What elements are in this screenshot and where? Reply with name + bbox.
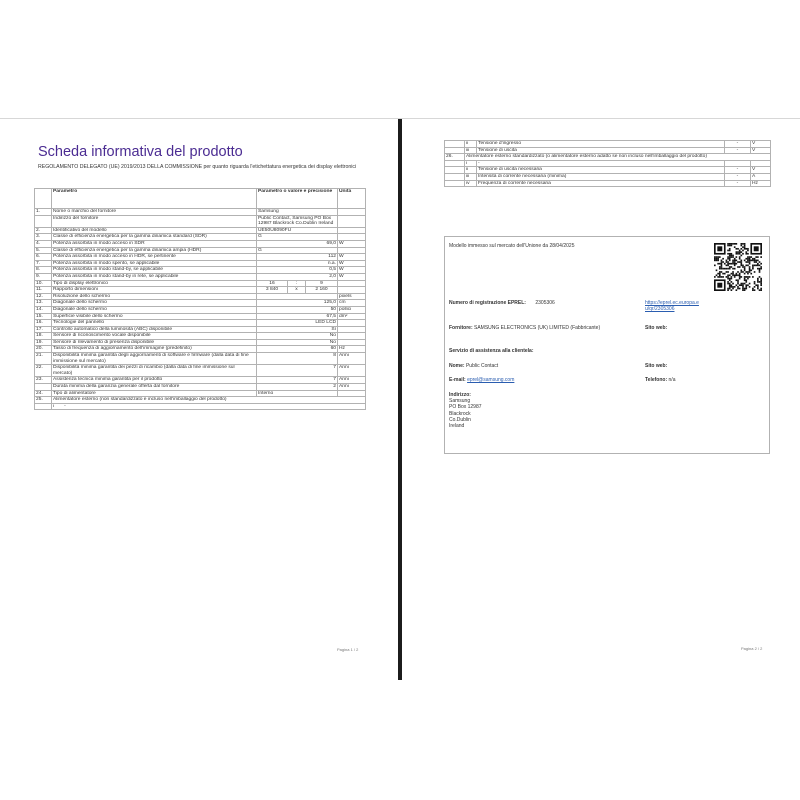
row-unit: V bbox=[751, 141, 771, 148]
row-unit bbox=[338, 333, 366, 340]
row-value: 50 bbox=[257, 306, 338, 313]
row-parameter: Sensore di riconoscimento vocale disponibile bbox=[52, 333, 257, 340]
subitem-value: - bbox=[64, 403, 66, 409]
row-value: Public Contact, Samsung PO Box 12987 Blackrock Co.Dublin Ireland bbox=[257, 215, 338, 227]
row-parameter: Classe di efficienza energetica per la gamma dinamica standard (SDR) bbox=[52, 234, 257, 241]
aspect-a: 16 bbox=[257, 280, 288, 287]
row-subindex: i bbox=[465, 160, 477, 167]
row-number: 9. bbox=[35, 273, 52, 280]
row-value: n.a. bbox=[257, 260, 338, 267]
address-line: Co.Dublin bbox=[449, 417, 471, 423]
table-row bbox=[35, 234, 366, 241]
row-number: 7. bbox=[35, 260, 52, 267]
row-unit bbox=[338, 390, 366, 397]
row-unit: W bbox=[338, 254, 366, 261]
row-unit bbox=[338, 209, 366, 216]
row-number: 12. bbox=[35, 293, 52, 300]
row-value: 7 bbox=[257, 377, 338, 384]
row-unit bbox=[338, 326, 366, 333]
row-value: LED LCD bbox=[257, 320, 338, 327]
table-row bbox=[35, 293, 366, 300]
row-number: 10. bbox=[35, 280, 52, 287]
row-value: 125,0 bbox=[257, 300, 338, 307]
page-number: Pagina 1 / 2 bbox=[337, 647, 359, 652]
aspect-sep: : bbox=[288, 280, 306, 287]
table-row bbox=[35, 273, 366, 280]
row-unit bbox=[338, 339, 366, 346]
row-unit: V bbox=[751, 147, 771, 154]
row-parameter: Indirizzo del fornitore bbox=[52, 215, 257, 227]
row-subitem bbox=[52, 403, 366, 410]
aspect-b: 9 bbox=[306, 280, 338, 287]
row-unit: cm bbox=[338, 300, 366, 307]
address-title: Indirizzo: bbox=[449, 392, 471, 398]
row-subindex: ii bbox=[465, 141, 477, 148]
row-number: 5. bbox=[35, 247, 52, 254]
row-parameter: Frequenza di corrente necessaria bbox=[477, 180, 725, 187]
row-number bbox=[445, 180, 465, 187]
header-num-cell bbox=[35, 189, 52, 209]
table-row bbox=[35, 306, 366, 313]
row-number bbox=[445, 167, 465, 174]
row-parameter: Tasso di frequenza di aggiornamento dell'immagine (predefinito) bbox=[52, 346, 257, 353]
row-parameter: Disponibilità minima garantita dei pezzi di ricambio (dalla data di fine immissione sul mercato) bbox=[52, 365, 257, 377]
row-parameter: Superficie visibile dello schermo bbox=[52, 313, 257, 320]
row-value: 67,5 bbox=[257, 313, 338, 320]
row-number: 25. bbox=[35, 397, 52, 404]
reg-value: 2305306 bbox=[535, 300, 555, 306]
address-line: PO Box 12987 bbox=[449, 404, 482, 410]
table-row bbox=[35, 403, 366, 410]
row-unit bbox=[338, 280, 366, 287]
name-value: Public Contact bbox=[465, 363, 499, 369]
row-number: 6. bbox=[35, 254, 52, 261]
table-row bbox=[445, 173, 771, 180]
header-param-cell: Parametro bbox=[52, 189, 257, 209]
row-parameter: Alimentatore esterno standardizzato (o alimentatore esterno adatto se non incluso nell'imballaggio del prodotto) bbox=[465, 154, 771, 161]
row-unit: Anni bbox=[338, 353, 366, 365]
email-link[interactable]: eprel@samsung.com bbox=[467, 377, 515, 383]
row-number: 4. bbox=[35, 240, 52, 247]
row-parameter: Sensore di rilevamento di presenza disponibile bbox=[52, 339, 257, 346]
site-web-label: Sito web: bbox=[645, 325, 668, 331]
row-parameter: Tensione di uscita necessaria bbox=[477, 167, 725, 174]
row-value: Interno bbox=[257, 390, 338, 397]
table-row bbox=[35, 346, 366, 353]
row-unit bbox=[338, 215, 366, 227]
site-web-2 bbox=[645, 363, 667, 369]
row-parameter: Controllo automatico della luminosità (ABC) disponibile bbox=[52, 326, 257, 333]
table-row bbox=[35, 390, 366, 397]
row-value: No bbox=[257, 333, 338, 340]
row-unit: dm² bbox=[338, 313, 366, 320]
table-row bbox=[35, 300, 366, 307]
row-parameter: Alimentatore esterno (non standardizzato e incluso nell'imballaggio del prodotto) bbox=[52, 397, 366, 404]
row-value: Samsung bbox=[257, 209, 338, 216]
row-number: 22. bbox=[35, 365, 52, 377]
row-unit bbox=[751, 160, 771, 167]
table-row bbox=[35, 254, 366, 261]
email-label: E-mail: bbox=[449, 377, 466, 383]
row-parameter: Potenza assorbita in modo spento, se applicabile bbox=[52, 260, 257, 267]
row-value: 8 bbox=[257, 353, 338, 365]
row-number: 13. bbox=[35, 300, 52, 307]
supplier-label: Fornitore: bbox=[449, 325, 473, 331]
row-unit bbox=[338, 320, 366, 327]
row-number: 23. bbox=[35, 377, 52, 384]
row-unit bbox=[338, 227, 366, 234]
row-number bbox=[445, 173, 465, 180]
table-row bbox=[35, 326, 366, 333]
row-number: 8. bbox=[35, 267, 52, 274]
row-unit: Anni bbox=[338, 365, 366, 377]
row-number: 2. bbox=[35, 227, 52, 234]
power-supply-table bbox=[444, 140, 771, 187]
table-row bbox=[35, 240, 366, 247]
table-row bbox=[35, 267, 366, 274]
phone-line bbox=[645, 377, 675, 383]
product-info-table bbox=[34, 188, 366, 410]
row-parameter: Assistenza tecnica minima garantita per il prodotto bbox=[52, 377, 257, 384]
name-line bbox=[449, 363, 498, 369]
table-row bbox=[35, 377, 366, 384]
row-number bbox=[35, 384, 52, 391]
row-value: - bbox=[725, 167, 751, 174]
email-line bbox=[449, 377, 514, 383]
row-unit: W bbox=[338, 273, 366, 280]
table-row bbox=[35, 280, 366, 287]
table-row bbox=[445, 147, 771, 154]
subitem-index: i bbox=[53, 403, 55, 409]
row-parameter: Nome o marchio del fornitore bbox=[52, 209, 257, 216]
row-parameter: Durata minima della garanzia generale offerta dal fornitore bbox=[52, 384, 257, 391]
table-row bbox=[35, 247, 366, 254]
row-parameter: Tipo di display elettronico bbox=[52, 280, 257, 287]
row-parameter: Rapporto dimensioni bbox=[52, 287, 257, 294]
table-row bbox=[35, 339, 366, 346]
row-value: - bbox=[725, 180, 751, 187]
table-row bbox=[35, 260, 366, 267]
row-value: 2,0 bbox=[257, 273, 338, 280]
row-parameter: Tecnologie del pannello bbox=[52, 320, 257, 327]
supplier-value: SAMSUNG ELECTRONICS (UK) LIMITED (Fabbricante) bbox=[474, 325, 601, 331]
row-number: 15. bbox=[35, 313, 52, 320]
page-1 bbox=[0, 119, 398, 680]
row-value: UE50U8090FU bbox=[257, 227, 338, 234]
eprel-info-box bbox=[444, 236, 770, 454]
eprel-link[interactable]: https://eprel.ec.europa.eu/qr/2305306 bbox=[645, 300, 699, 312]
row-value: 0,5 bbox=[257, 267, 338, 274]
row-parameter: Disponibilità minima garantita degli aggiornamenti di software e firmware (dalla data di fine immissione sul mercato) bbox=[52, 353, 257, 365]
site-web-2-label: Sito web: bbox=[645, 363, 668, 369]
qr-code bbox=[714, 243, 762, 291]
row-value: G bbox=[257, 247, 338, 254]
table-row bbox=[35, 320, 366, 327]
table-row bbox=[35, 353, 366, 365]
row-number: 17. bbox=[35, 326, 52, 333]
row-unit bbox=[338, 247, 366, 254]
table-row bbox=[35, 287, 366, 294]
reg-label: Numero di registrazione EPREL: bbox=[449, 300, 526, 306]
table-header-row bbox=[35, 189, 366, 209]
resolution-a: 3 840 bbox=[257, 287, 288, 294]
row-parameter: Intensità di corrente necessaria (minima) bbox=[477, 173, 725, 180]
row-subindex: ii bbox=[465, 167, 477, 174]
row-parameter: Potenza assorbita in modo stand-by in rete, se applicabile bbox=[52, 273, 257, 280]
row-parameter: Identificativo del modello bbox=[52, 227, 257, 234]
eprel-registration bbox=[449, 300, 555, 306]
table-row bbox=[35, 333, 366, 340]
row-unit: W bbox=[338, 260, 366, 267]
row-value: 2 bbox=[257, 384, 338, 391]
address-line: Samsung bbox=[449, 398, 471, 404]
row-value: - bbox=[725, 141, 751, 148]
table-row bbox=[445, 167, 771, 174]
row-parameter: Classe di efficienza energetica per la gamma dinamica ampia (HDR) bbox=[52, 247, 257, 254]
table-row bbox=[35, 215, 366, 227]
row-unit: Hz bbox=[751, 180, 771, 187]
row-value: 7 bbox=[257, 365, 338, 377]
supplier-line bbox=[449, 325, 600, 331]
name-label: Nome: bbox=[449, 363, 465, 369]
row-parameter: Tensione di uscita bbox=[477, 147, 725, 154]
row-number: 20. bbox=[35, 346, 52, 353]
phone-value: n/a bbox=[668, 377, 676, 383]
row-value: - bbox=[725, 173, 751, 180]
row-value: 60 bbox=[257, 346, 338, 353]
row-unit: W bbox=[338, 267, 366, 274]
address-line: Blackrock bbox=[449, 411, 471, 417]
row-unit bbox=[338, 287, 366, 294]
row-subindex: iii bbox=[465, 147, 477, 154]
row-unit: Hz bbox=[338, 346, 366, 353]
phone-label: Telefono: bbox=[645, 377, 668, 383]
row-number: 21. bbox=[35, 353, 52, 365]
row-number: 16. bbox=[35, 320, 52, 327]
row-number bbox=[445, 141, 465, 148]
row-number bbox=[35, 403, 55, 410]
row-number: 3. bbox=[35, 234, 52, 241]
row-subindex: iv bbox=[465, 180, 477, 187]
header-value-cell: Parametro o valore e precisione bbox=[257, 189, 338, 209]
row-number: 24. bbox=[35, 390, 52, 397]
table-row bbox=[35, 384, 366, 391]
row-unit: Anni bbox=[338, 384, 366, 391]
document-title: Scheda informativa del prodotto bbox=[38, 144, 243, 160]
row-unit: pixels bbox=[338, 293, 366, 300]
site-web-1 bbox=[645, 325, 667, 331]
placed-on-market: Modello immesso sul mercato dell'Unione da 28/04/2025 bbox=[449, 243, 575, 249]
address-line: Ireland bbox=[449, 423, 465, 429]
row-parameter: Diagonale dello schermo bbox=[52, 300, 257, 307]
row-parameter: - bbox=[477, 160, 725, 167]
row-value: G bbox=[257, 234, 338, 241]
row-value: - bbox=[725, 147, 751, 154]
table-row bbox=[445, 180, 771, 187]
service-label bbox=[449, 348, 533, 354]
page-number: Pagina 2 / 2 bbox=[741, 646, 763, 651]
table-row bbox=[445, 141, 771, 148]
table-row bbox=[35, 227, 366, 234]
row-value bbox=[725, 160, 751, 167]
resolution-b: 2 160 bbox=[306, 287, 338, 294]
row-unit: A bbox=[751, 173, 771, 180]
table-row bbox=[445, 154, 771, 161]
row-number: 26. bbox=[445, 154, 465, 161]
row-value: 112 bbox=[257, 254, 338, 261]
row-unit bbox=[338, 234, 366, 241]
resolution-sep: x bbox=[288, 287, 306, 294]
row-value: 69,0 bbox=[257, 240, 338, 247]
row-number: 18. bbox=[35, 333, 52, 340]
page-2 bbox=[402, 119, 800, 680]
row-number: 1. bbox=[35, 209, 52, 216]
table-row bbox=[35, 365, 366, 377]
row-unit: Anni bbox=[338, 377, 366, 384]
table-row bbox=[445, 160, 771, 167]
row-parameter: Risoluzione dello schermo bbox=[52, 293, 257, 300]
row-number: 14. bbox=[35, 306, 52, 313]
row-value: No bbox=[257, 339, 338, 346]
row-parameter: Potenza assorbita in modo stand-by, se applicabile bbox=[52, 267, 257, 274]
row-subindex: iii bbox=[465, 173, 477, 180]
header-unit-cell: Unità bbox=[338, 189, 366, 209]
row-number: 19. bbox=[35, 339, 52, 346]
row-parameter: Potenza assorbita in modo acceso in HDR, se pertinente bbox=[52, 254, 257, 261]
row-unit: pollici bbox=[338, 306, 366, 313]
table-row bbox=[35, 209, 366, 216]
row-parameter: Potenza assorbita in modo acceso in SDR bbox=[52, 240, 257, 247]
row-number bbox=[445, 147, 465, 154]
row-parameter: Tipo di alimentatore bbox=[52, 390, 257, 397]
regulation-text: REGOLAMENTO DELEGATO (UE) 2019/2013 DELLA COMMISSIONE per quanto riguarda l'etichettatura energetica dei display elettronici bbox=[38, 164, 357, 170]
row-value bbox=[257, 293, 338, 300]
row-parameter: Diagonale dello schermo bbox=[52, 306, 257, 313]
table-row bbox=[35, 397, 366, 404]
row-number bbox=[445, 160, 465, 167]
row-number bbox=[35, 215, 52, 227]
row-number: 11. bbox=[35, 287, 52, 294]
service-title: Servizio di assistenza alla clientela: bbox=[449, 348, 534, 354]
row-unit: W bbox=[338, 240, 366, 247]
row-value: Sì bbox=[257, 326, 338, 333]
row-unit: V bbox=[751, 167, 771, 174]
table-row bbox=[35, 313, 366, 320]
row-parameter: Tensione d'ingresso bbox=[477, 141, 725, 148]
